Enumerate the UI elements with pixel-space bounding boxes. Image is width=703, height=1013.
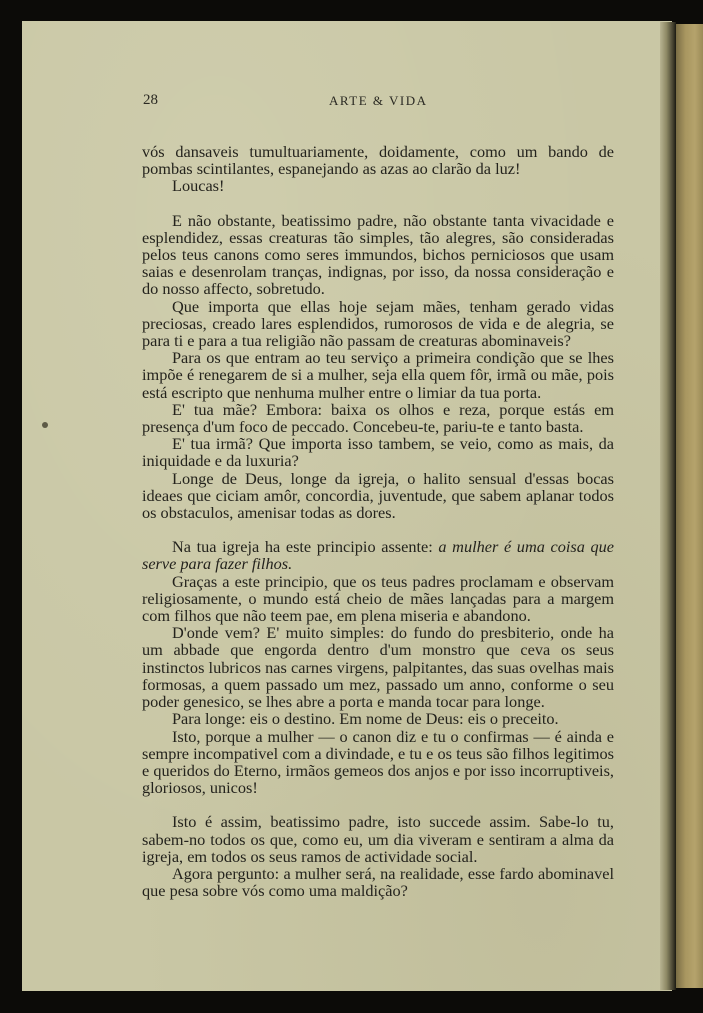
page-gutter-shadow	[660, 22, 676, 990]
paragraph: E' tua mãe? Embora: baixa os olhos e reza, porque estás em presença d'um foco de peccado. Concebeu-te, pariu-te e tanto basta.	[142, 399, 614, 437]
running-head	[143, 92, 613, 112]
paragraph: E não obstante, beatissimo padre, não obstante tanta vivacidade e esplendidez, essas creaturas tão simples, tão alegres, são consideradas pelos teus canons como seres immundos, bichos perniciosos que usam saias e desenrolam tranças, indignas, por isso, da nossa consideração e do nosso affecto, sobretudo.	[142, 210, 614, 299]
next-page-edge	[676, 24, 703, 988]
paragraph: Longe de Deus, longe da igreja, o halito sensual d'essas bocas ideaes que ciciam amôr, concordia, juventude, que sabem aplanar todos os obstaculos, amenisar todas as dores.	[142, 468, 614, 523]
paragraph	[142, 538, 614, 572]
paragraph: Isto é assim, beatissimo padre, isto succede assim. Sabe-lo tu, sabem-no todos os que, como eu, um dia viveram e sentiram a alma da igreja, em todos os seus ramos de actividade social.	[142, 812, 614, 866]
paragraph-text: Na tua igreja ha este principio assente:	[172, 537, 433, 557]
paper-blemish	[42, 422, 48, 428]
paragraph: Loucas!	[172, 176, 225, 196]
paragraph: D'onde vem? E' muito simples: do fundo do presbiterio, onde ha um abbade que engorda dentro d'um monstro que ceva os seus instinctos lubricos nas carnes virgens, palpitantes, das suas ovelhas mais formosas, a quem passado um mez, passado um anno, conforme o seu poder genesico, se lhes abre a porta e manda tocar para longe.	[142, 623, 614, 712]
paragraph: vós dansaveis tumultuariamente, doidamente, como um bando de pombas scintilantes, espanejando as azas ao clarão da luz!	[142, 142, 614, 179]
italic-quote: a mulher é uma coisa que serve para fazer filhos.	[142, 537, 614, 574]
paragraph: Graças a este principio, que os teus padres proclamam e observam religiosamente, o mundo está cheio de mães lançadas para a margem com filhos que não teem pae, em plena miseria e abandono.	[142, 571, 614, 626]
paragraph: Que importa que ellas hoje sejam mães, tenham gerado vidas preciosas, creado lares esplendidos, rumorosos de vida e de alegria, se para ti e para a tua religião não passam de creaturas abominaveis?	[142, 296, 614, 351]
page-number: 28	[143, 92, 158, 108]
paragraph: Para os que entram ao teu serviço a primeira condição que se lhes impõe é renegarem de si a mulher, seja ella quem fôr, irmã ou mãe, pois está escripto que nenhuma mulher entre o limiar da tua porta.	[142, 348, 614, 402]
running-title: ARTE & VIDA	[329, 93, 428, 108]
paragraph: E' tua irmã? Que importa isso tambem, se veio, como as mais, da iniquidade e da luxuria?	[142, 434, 614, 471]
paragraph: Para longe: eis o destino. Em nome de Deus: eis o preceito.	[172, 709, 559, 729]
body-text	[142, 143, 614, 899]
paragraph: Agora pergunto: a mulher será, na realidade, esse fardo abominavel que pesa sobre vós como uma maldição?	[142, 863, 614, 901]
paragraph: Isto, porque a mulher — o canon diz e tu o confirmas — é ainda e sempre incompativel com a divindade, e tu e os teus são filhos legitimos e queridos do Eterno, irmãos gemeos dos anjos e por isso incorruptiveis, gloriosos, unicos!	[142, 726, 614, 798]
